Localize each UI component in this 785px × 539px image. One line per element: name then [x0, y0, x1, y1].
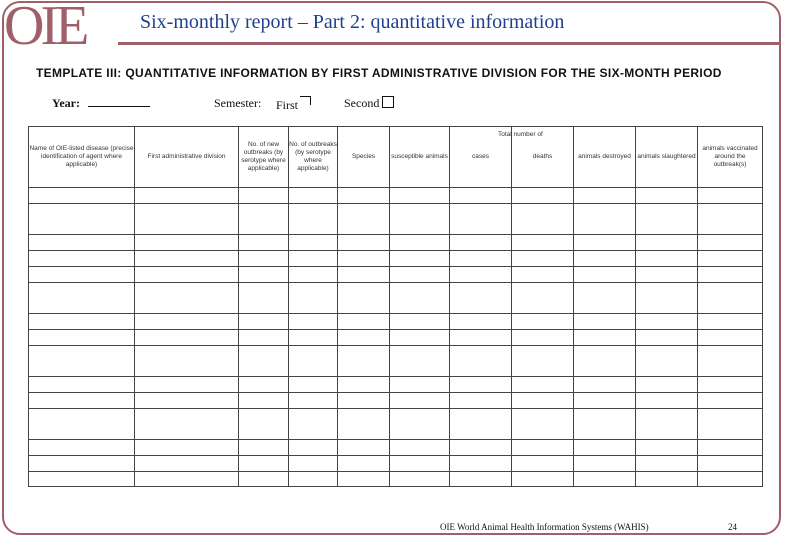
table-cell[interactable]: [338, 472, 390, 487]
table-cell[interactable]: [636, 314, 698, 330]
table-cell[interactable]: [239, 251, 289, 267]
table-cell[interactable]: [338, 440, 390, 456]
table-row: [29, 283, 763, 314]
table-cell[interactable]: [29, 409, 135, 440]
semester-field: [214, 96, 261, 111]
table-cell[interactable]: [338, 456, 390, 472]
table-cell[interactable]: [450, 409, 512, 440]
table-cell[interactable]: [574, 346, 636, 377]
table-cell[interactable]: [29, 204, 135, 235]
table-cell[interactable]: [239, 393, 289, 409]
table-cell[interactable]: [636, 267, 698, 283]
table-cell[interactable]: [239, 204, 289, 235]
table-cell[interactable]: [450, 393, 512, 409]
table-cell[interactable]: [636, 251, 698, 267]
footer-wahis: OIE World Animal Health Information Systems (WAHIS): [440, 522, 649, 532]
table-cell[interactable]: [29, 346, 135, 377]
table-cell[interactable]: [512, 204, 574, 235]
table-cell[interactable]: [450, 283, 512, 314]
table-cell[interactable]: [289, 409, 338, 440]
table-row: [29, 188, 763, 204]
col-new-outbreaks: No. of new outbreaks (by serotype where applicable): [239, 127, 289, 188]
table-row: [29, 377, 763, 393]
semester-label: Semester:: [214, 96, 262, 110]
table-cell[interactable]: [390, 283, 450, 314]
table-cell[interactable]: [135, 188, 239, 204]
table-row: [29, 346, 763, 377]
table-cell[interactable]: [29, 314, 135, 330]
page-number: 24: [728, 522, 737, 532]
table-cell[interactable]: [29, 267, 135, 283]
table-cell[interactable]: [636, 393, 698, 409]
table-cell[interactable]: [636, 440, 698, 456]
table-row: [29, 409, 763, 440]
table-cell[interactable]: [135, 456, 239, 472]
table-cell[interactable]: [29, 283, 135, 314]
table-cell[interactable]: [512, 456, 574, 472]
table-cell[interactable]: [338, 251, 390, 267]
table-row: [29, 204, 763, 235]
table-cell[interactable]: [574, 393, 636, 409]
table-cell[interactable]: [698, 456, 763, 472]
table-cell[interactable]: [390, 188, 450, 204]
table-cell[interactable]: [289, 251, 338, 267]
table-cell[interactable]: [574, 267, 636, 283]
table-cell[interactable]: [698, 235, 763, 251]
table-cell[interactable]: [289, 267, 338, 283]
table-cell[interactable]: [239, 267, 289, 283]
col-disease: Name of OIE-listed disease (precise identification of agent where applicable): [29, 127, 135, 188]
table-cell[interactable]: [512, 235, 574, 251]
table-cell[interactable]: [289, 346, 338, 377]
table-cell[interactable]: [390, 409, 450, 440]
table-cell[interactable]: [390, 440, 450, 456]
table-cell[interactable]: [390, 204, 450, 235]
table-cell[interactable]: [390, 377, 450, 393]
table-cell[interactable]: [574, 409, 636, 440]
table-cell[interactable]: [29, 472, 135, 487]
table-cell[interactable]: [512, 393, 574, 409]
table-cell[interactable]: [289, 314, 338, 330]
table-cell[interactable]: [698, 314, 763, 330]
table-cell[interactable]: [135, 346, 239, 377]
table-cell[interactable]: [239, 235, 289, 251]
table-cell[interactable]: [338, 377, 390, 393]
table-cell[interactable]: [512, 346, 574, 377]
table-cell[interactable]: [512, 267, 574, 283]
table-cell[interactable]: [390, 346, 450, 377]
table-cell[interactable]: [574, 251, 636, 267]
table-cell[interactable]: [135, 472, 239, 487]
table-cell[interactable]: [135, 393, 239, 409]
table-cell[interactable]: [512, 283, 574, 314]
table-cell[interactable]: [512, 440, 574, 456]
table-cell[interactable]: [574, 330, 636, 346]
table-cell[interactable]: [450, 440, 512, 456]
table-cell[interactable]: [289, 235, 338, 251]
table-row: [29, 267, 763, 283]
table-cell[interactable]: [289, 283, 338, 314]
table-cell[interactable]: [698, 346, 763, 377]
table-cell[interactable]: [135, 251, 239, 267]
table-cell[interactable]: [698, 283, 763, 314]
table-cell[interactable]: [29, 377, 135, 393]
table-cell[interactable]: [636, 235, 698, 251]
table-cell[interactable]: [390, 330, 450, 346]
second-checkbox[interactable]: [382, 96, 394, 108]
table-row: [29, 440, 763, 456]
table-cell[interactable]: [512, 409, 574, 440]
table-cell[interactable]: [239, 346, 289, 377]
table-cell[interactable]: [636, 188, 698, 204]
table-cell[interactable]: [698, 267, 763, 283]
table-row: [29, 235, 763, 251]
table-cell[interactable]: [338, 346, 390, 377]
table-cell[interactable]: [390, 314, 450, 330]
col-susceptible: Total number of susceptible animals: [390, 127, 450, 188]
table-cell[interactable]: [636, 283, 698, 314]
table-cell[interactable]: [29, 440, 135, 456]
col-deaths: deaths: [512, 127, 574, 188]
table-cell[interactable]: [289, 377, 338, 393]
table-cell[interactable]: [450, 472, 512, 487]
table-cell[interactable]: [390, 235, 450, 251]
table-cell[interactable]: [29, 188, 135, 204]
table-cell[interactable]: [636, 472, 698, 487]
table-cell[interactable]: [390, 267, 450, 283]
table-cell[interactable]: [135, 440, 239, 456]
table-row: [29, 472, 763, 487]
second-option[interactable]: [344, 96, 394, 111]
table-cell[interactable]: [239, 409, 289, 440]
table-cell[interactable]: [698, 377, 763, 393]
table-cell[interactable]: [135, 409, 239, 440]
oie-logo: OIE: [4, 0, 86, 57]
table-cell[interactable]: [239, 440, 289, 456]
table-cell[interactable]: [698, 251, 763, 267]
table-cell[interactable]: [636, 377, 698, 393]
table-cell[interactable]: [135, 330, 239, 346]
table-cell[interactable]: [338, 188, 390, 204]
table-cell[interactable]: [450, 314, 512, 330]
table-cell[interactable]: [338, 393, 390, 409]
year-label: Year:: [52, 96, 80, 110]
table-row: [29, 314, 763, 330]
table-cell[interactable]: [574, 204, 636, 235]
table-cell[interactable]: [512, 188, 574, 204]
table-cell[interactable]: [289, 472, 338, 487]
table-cell[interactable]: [698, 472, 763, 487]
year-field[interactable]: [52, 96, 150, 111]
table-cell[interactable]: [338, 267, 390, 283]
table-cell[interactable]: [450, 267, 512, 283]
table-cell[interactable]: [29, 251, 135, 267]
table-cell[interactable]: [574, 188, 636, 204]
table-cell[interactable]: [574, 456, 636, 472]
table-cell[interactable]: [338, 204, 390, 235]
table-cell[interactable]: [574, 283, 636, 314]
table-cell[interactable]: [512, 314, 574, 330]
table-cell[interactable]: [239, 314, 289, 330]
table-cell[interactable]: [574, 472, 636, 487]
col-species: Species: [338, 127, 390, 188]
table-row: [29, 393, 763, 409]
table-cell[interactable]: [636, 409, 698, 440]
table-cell[interactable]: [698, 330, 763, 346]
table-cell[interactable]: [636, 346, 698, 377]
table-cell[interactable]: [338, 235, 390, 251]
table-cell[interactable]: [450, 204, 512, 235]
table-cell[interactable]: [450, 251, 512, 267]
table-cell[interactable]: [390, 251, 450, 267]
table-cell[interactable]: [450, 188, 512, 204]
table-cell[interactable]: [239, 472, 289, 487]
table-cell[interactable]: [289, 456, 338, 472]
table-cell[interactable]: [135, 235, 239, 251]
template-heading: TEMPLATE III: QUANTITATIVE INFORMATION BY FIRST ADMINISTRATIVE DIVISION FOR THE SIX-MONTH PERIOD: [36, 66, 722, 80]
group-header-total: Total number of: [498, 131, 543, 138]
second-label: Second: [344, 96, 380, 110]
table-cell[interactable]: [636, 204, 698, 235]
col-outbreaks: No. of outbreaks (by serotype where applicable): [289, 127, 338, 188]
table-cell[interactable]: [574, 377, 636, 393]
table-cell[interactable]: [289, 440, 338, 456]
table-cell[interactable]: [135, 283, 239, 314]
table-cell[interactable]: [512, 377, 574, 393]
table-cell[interactable]: [450, 346, 512, 377]
table-cell[interactable]: [135, 267, 239, 283]
table-cell[interactable]: [135, 377, 239, 393]
table-cell[interactable]: [390, 472, 450, 487]
table-cell[interactable]: [698, 409, 763, 440]
table-cell[interactable]: [574, 440, 636, 456]
table-cell[interactable]: [512, 251, 574, 267]
title-divider: [118, 42, 780, 45]
table-cell[interactable]: [698, 440, 763, 456]
col-vaccinated: animals vaccinated around the outbreak(s): [698, 127, 763, 188]
table-cell[interactable]: [239, 188, 289, 204]
col-destroyed: animals destroyed: [574, 127, 636, 188]
year-blank[interactable]: [88, 96, 150, 107]
table-cell[interactable]: [338, 283, 390, 314]
table-cell[interactable]: [574, 314, 636, 330]
table-cell[interactable]: [239, 330, 289, 346]
table-cell[interactable]: [338, 330, 390, 346]
table-cell[interactable]: [29, 456, 135, 472]
table-cell[interactable]: [289, 393, 338, 409]
first-checkbox[interactable]: [300, 96, 311, 105]
table-cell[interactable]: [29, 235, 135, 251]
table-cell[interactable]: [698, 188, 763, 204]
table-cell[interactable]: [636, 330, 698, 346]
table-cell[interactable]: [289, 330, 338, 346]
table-row: [29, 456, 763, 472]
table-cell[interactable]: [289, 188, 338, 204]
table-cell[interactable]: [289, 204, 338, 235]
table-row: [29, 251, 763, 267]
table-cell[interactable]: [29, 393, 135, 409]
table-cell[interactable]: [338, 409, 390, 440]
table-cell[interactable]: [390, 393, 450, 409]
table-cell[interactable]: [239, 456, 289, 472]
table-cell[interactable]: [239, 377, 289, 393]
table-cell[interactable]: [135, 204, 239, 235]
table-cell[interactable]: [450, 456, 512, 472]
table-cell[interactable]: [450, 235, 512, 251]
page-title: Six-monthly report – Part 2: quantitative information: [140, 11, 565, 33]
table-cell[interactable]: [338, 314, 390, 330]
table-cell[interactable]: [390, 456, 450, 472]
table-cell[interactable]: [512, 472, 574, 487]
table-cell[interactable]: [239, 283, 289, 314]
table-cell[interactable]: [512, 330, 574, 346]
table-row: [29, 330, 763, 346]
col-slaughtered: animals slaughtered: [636, 127, 698, 188]
first-label: First: [276, 98, 299, 112]
table-cell[interactable]: [698, 204, 763, 235]
quantitative-table: [28, 126, 763, 487]
table-cell[interactable]: [450, 377, 512, 393]
first-option[interactable]: [276, 96, 311, 113]
col-cases: cases: [450, 127, 512, 188]
table-cell[interactable]: [450, 330, 512, 346]
table-cell[interactable]: [636, 456, 698, 472]
col-admin-division: First administrative division: [135, 127, 239, 188]
table-cell[interactable]: [29, 330, 135, 346]
table-cell[interactable]: [135, 314, 239, 330]
table-cell[interactable]: [698, 393, 763, 409]
table-cell[interactable]: [574, 235, 636, 251]
